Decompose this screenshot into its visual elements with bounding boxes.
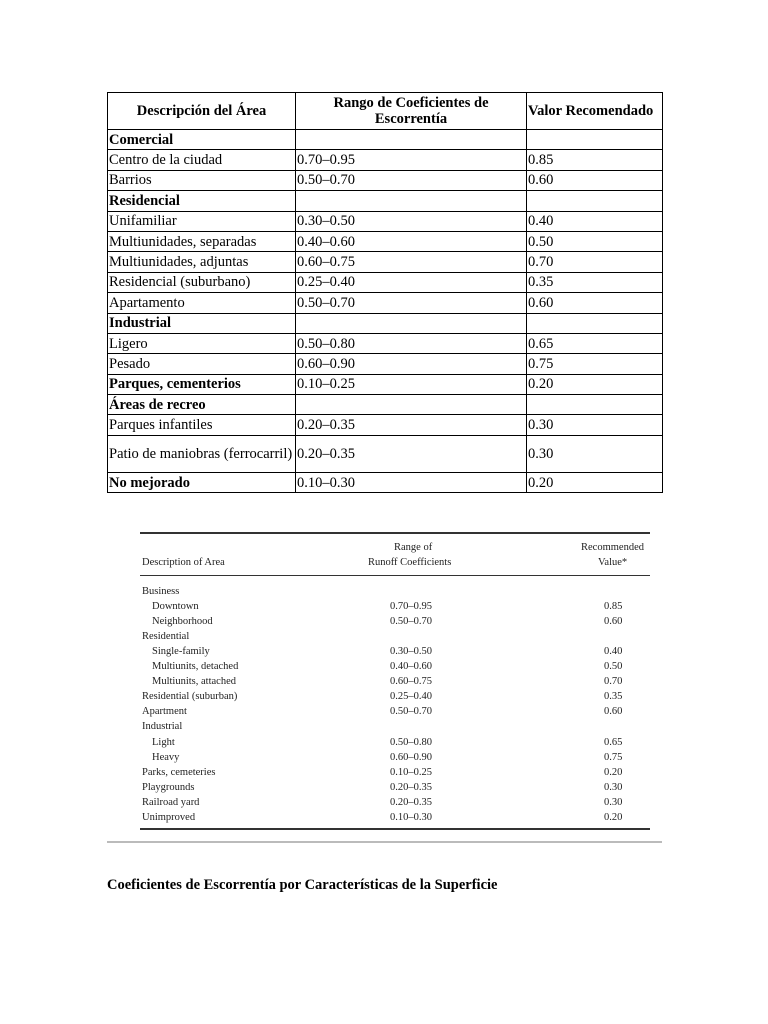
row-range-en: 0.50–0.70 bbox=[390, 706, 432, 718]
table-row bbox=[108, 415, 663, 435]
table-row bbox=[108, 252, 663, 272]
row-value-en: 0.30 bbox=[604, 796, 623, 808]
english-runoff-table-scan bbox=[140, 532, 650, 832]
row-value: 0.60 bbox=[527, 293, 663, 313]
header-description: Descripción del Área bbox=[108, 93, 296, 130]
row-description: Industrial bbox=[108, 313, 296, 333]
row-range: 0.60–0.75 bbox=[296, 252, 527, 272]
list-item bbox=[140, 719, 650, 734]
row-value bbox=[527, 313, 663, 333]
row-value-en: 0.40 bbox=[604, 646, 623, 658]
header-range-line1-en: Range of bbox=[394, 542, 433, 553]
top-rule bbox=[140, 532, 650, 534]
row-value: 0.75 bbox=[527, 354, 663, 374]
row-description: Apartamento bbox=[108, 293, 296, 313]
row-value-en: 0.20 bbox=[604, 811, 623, 823]
row-description-en: Railroad yard bbox=[142, 796, 200, 808]
row-value: 0.50 bbox=[527, 231, 663, 251]
row-range bbox=[296, 313, 527, 333]
row-description: Patio de maniobras (ferrocarril) bbox=[108, 435, 296, 472]
row-range: 0.25–0.40 bbox=[296, 272, 527, 292]
row-range: 0.30–0.50 bbox=[296, 211, 527, 231]
table-row bbox=[108, 333, 663, 353]
row-range-en: 0.20–0.35 bbox=[390, 781, 432, 793]
row-description-en: Apartment bbox=[142, 706, 187, 718]
row-description-en: Playgrounds bbox=[142, 781, 195, 793]
list-item bbox=[140, 810, 650, 825]
row-range-en: 0.30–0.50 bbox=[390, 646, 432, 658]
row-range-en: 0.25–0.40 bbox=[390, 691, 432, 703]
table-row bbox=[108, 272, 663, 292]
row-value: 0.40 bbox=[527, 211, 663, 231]
list-item bbox=[140, 674, 650, 689]
row-value-en: 0.30 bbox=[604, 781, 623, 793]
table-row bbox=[108, 313, 663, 333]
header-description-en: Description of Area bbox=[142, 557, 225, 568]
header-rule bbox=[140, 575, 650, 576]
list-item bbox=[140, 644, 650, 659]
table-row bbox=[108, 395, 663, 415]
row-value: 0.65 bbox=[527, 333, 663, 353]
row-range: 0.50–0.70 bbox=[296, 293, 527, 313]
list-item bbox=[140, 765, 650, 780]
row-range: 0.10–0.30 bbox=[296, 472, 527, 492]
spanish-table-body bbox=[108, 130, 663, 493]
row-value-en: 0.50 bbox=[604, 661, 623, 673]
row-value-en: 0.85 bbox=[604, 601, 623, 613]
row-description: Multiunidades, adjuntas bbox=[108, 252, 296, 272]
row-description: Centro de la ciudad bbox=[108, 150, 296, 170]
row-value-en: 0.75 bbox=[604, 751, 623, 763]
row-description: Residencial bbox=[108, 191, 296, 211]
row-value-en: 0.20 bbox=[604, 766, 623, 778]
row-description: Barrios bbox=[108, 170, 296, 190]
row-value-en: 0.65 bbox=[604, 736, 623, 748]
row-description: Comercial bbox=[108, 130, 296, 150]
list-item bbox=[140, 629, 650, 644]
table-row bbox=[108, 211, 663, 231]
row-value: 0.30 bbox=[527, 435, 663, 472]
row-value: 0.60 bbox=[527, 170, 663, 190]
list-item bbox=[140, 689, 650, 704]
row-value: 0.20 bbox=[527, 374, 663, 394]
row-range-en: 0.60–0.90 bbox=[390, 751, 432, 763]
table-row bbox=[108, 150, 663, 170]
row-description-en: Multiunits, detached bbox=[152, 661, 239, 673]
row-description: Unifamiliar bbox=[108, 211, 296, 231]
table-row bbox=[108, 231, 663, 251]
row-description: Áreas de recreo bbox=[108, 395, 296, 415]
row-value bbox=[527, 191, 663, 211]
section-divider bbox=[107, 841, 662, 843]
list-item bbox=[140, 795, 650, 810]
row-range: 0.60–0.90 bbox=[296, 354, 527, 374]
list-item bbox=[140, 599, 650, 614]
row-description-en: Heavy bbox=[152, 751, 180, 763]
row-range bbox=[296, 395, 527, 415]
bottom-rule bbox=[140, 828, 650, 830]
row-value bbox=[527, 395, 663, 415]
list-item bbox=[140, 584, 650, 599]
row-description: Pesado bbox=[108, 354, 296, 374]
row-description-en: Unimproved bbox=[142, 811, 196, 823]
row-description-en: Single-family bbox=[152, 646, 210, 658]
table-row bbox=[108, 170, 663, 190]
row-description: Parques infantiles bbox=[108, 415, 296, 435]
row-value-en: 0.60 bbox=[604, 706, 623, 718]
row-value-en: 0.70 bbox=[604, 676, 623, 688]
list-item bbox=[140, 735, 650, 750]
list-item bbox=[140, 659, 650, 674]
row-range-en: 0.50–0.70 bbox=[390, 616, 432, 628]
row-range-en: 0.70–0.95 bbox=[390, 601, 432, 613]
spanish-runoff-table bbox=[107, 92, 663, 493]
row-description: No mejorado bbox=[108, 472, 296, 492]
table-row bbox=[108, 435, 663, 472]
row-range: 0.10–0.25 bbox=[296, 374, 527, 394]
row-value: 0.35 bbox=[527, 272, 663, 292]
row-range-en: 0.50–0.80 bbox=[390, 736, 432, 748]
row-range bbox=[296, 191, 527, 211]
header-value-line2-en: Value* bbox=[598, 557, 628, 568]
table-row bbox=[108, 472, 663, 492]
row-value: 0.30 bbox=[527, 415, 663, 435]
row-range: 0.40–0.60 bbox=[296, 231, 527, 251]
row-range: 0.20–0.35 bbox=[296, 415, 527, 435]
list-item bbox=[140, 704, 650, 719]
list-item bbox=[140, 780, 650, 795]
caption: Coeficientes de Escorrentía por Características de la Superficie bbox=[107, 877, 498, 893]
row-description: Residencial (suburbano) bbox=[108, 272, 296, 292]
row-description: Ligero bbox=[108, 333, 296, 353]
row-range bbox=[296, 130, 527, 150]
row-range-en: 0.60–0.75 bbox=[390, 676, 432, 688]
table-row bbox=[108, 374, 663, 394]
row-value: 0.20 bbox=[527, 472, 663, 492]
row-value-en: 0.35 bbox=[604, 691, 623, 703]
row-range: 0.50–0.80 bbox=[296, 333, 527, 353]
row-description: Parques, cementerios bbox=[108, 374, 296, 394]
row-range-en: 0.20–0.35 bbox=[390, 796, 432, 808]
table-row bbox=[108, 293, 663, 313]
row-range-en: 0.10–0.25 bbox=[390, 766, 432, 778]
row-value-en: 0.60 bbox=[604, 616, 623, 628]
row-description-en: Residential bbox=[142, 631, 190, 643]
row-range: 0.70–0.95 bbox=[296, 150, 527, 170]
row-value: 0.85 bbox=[527, 150, 663, 170]
list-item bbox=[140, 750, 650, 765]
row-description-en: Business bbox=[142, 586, 180, 597]
row-description-en: Multiunits, attached bbox=[152, 676, 236, 688]
list-item bbox=[140, 614, 650, 629]
header-value: Valor Recomendado bbox=[527, 93, 663, 130]
row-description-en: Light bbox=[152, 736, 175, 748]
row-range-en: 0.10–0.30 bbox=[390, 811, 432, 823]
table-row bbox=[108, 130, 663, 150]
row-range-en: 0.40–0.60 bbox=[390, 661, 432, 673]
table-row bbox=[108, 191, 663, 211]
header-range-line2-en: Runoff Coefficients bbox=[368, 557, 452, 568]
row-description-en: Parks, cemeteries bbox=[142, 766, 216, 778]
table-header-row bbox=[108, 93, 663, 130]
table-row bbox=[108, 354, 663, 374]
header-value-line1-en: Recommended bbox=[581, 542, 644, 553]
row-description-en: Downtown bbox=[152, 601, 199, 613]
row-range: 0.50–0.70 bbox=[296, 170, 527, 190]
row-description-en: Residential (suburban) bbox=[142, 691, 238, 703]
row-value: 0.70 bbox=[527, 252, 663, 272]
row-value bbox=[527, 130, 663, 150]
header-range: Rango de Coeficientes de Escorrentía bbox=[296, 93, 527, 130]
row-description-en: Neighborhood bbox=[152, 616, 213, 628]
row-description-en: Industrial bbox=[142, 721, 183, 733]
row-description: Multiunidades, separadas bbox=[108, 231, 296, 251]
row-range: 0.20–0.35 bbox=[296, 435, 527, 472]
